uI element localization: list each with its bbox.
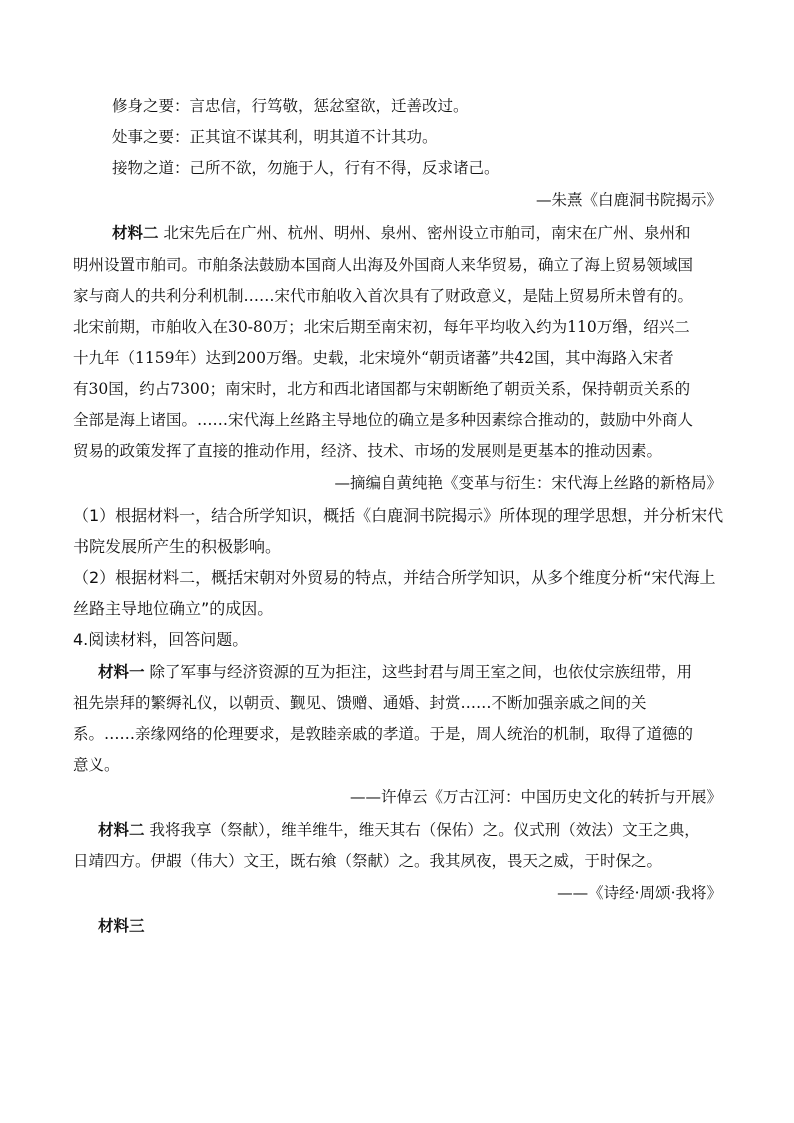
q4-material1-line: 除了军事与经济资源的互为拒注，这些封君与周王室之间，也依仗宗族纽带，用 (149, 663, 692, 681)
principle-self-cultivation: 修身之要：言忠信，行笃敬，惩忿窒欲，迁善改过。 (112, 97, 469, 115)
q4-material1-line: 祖先崇拜的繁缛礼仪，以朝贡、觐见、馈赠、通婚、封赏……不断加强亲戚之间的关 (73, 694, 647, 712)
q4-material2-line: 日靖四方。伊嘏（伟大）文王，既右飨（祭献）之。我其夙夜，畏天之威，于时保之。 (73, 852, 663, 870)
material2-line: 明州设置市舶司。市舶条法鼓励本国商人出海及外国商人来华贸易，确立了海上贸易领域国 (73, 256, 694, 274)
q4-material2-source: ——《诗经·周颂·我将》 (557, 884, 722, 902)
material2-line: 有30国，约占7300；南宋时，北方和西北诸国都与宋朝断绝了朝贡关系，保持朝贡关系的 (73, 380, 691, 398)
material2-line: 北宋先后在广州、杭州、明州、泉州、密州设立市舶司，南宋在广州、泉州和 (163, 224, 691, 242)
material2-line: 贸易的政策发挥了直接的推动作用，经济、技术、市场的发展则是更基本的推动因素。 (73, 442, 663, 460)
q4-material1-label: 材料一 (98, 662, 145, 681)
material2-source: —摘编自黄纯艳《变革与衍生：宋代海上丝路的新格局》 (334, 474, 722, 492)
question-2-line: 丝路主导地位确立”的成因。 (73, 599, 274, 618)
principle-dealing-with-people: 接物之道：己所不欲，勿施于人，行有不得，反求诸己。 (112, 159, 500, 177)
q4-material1-first-line (98, 662, 692, 682)
q4-material1-line: 意义。 (73, 756, 120, 774)
material2-line: 十九年（1159年）达到200万缗。史载，北宋境外“朝贡诸蕃”共42国，其中海路入宋者 (73, 349, 674, 367)
material2-line: 家与商人的共利分利机制……宋代市舶收入首次具有了财政意义，是陆上贸易所未曾有的。 (73, 287, 694, 305)
material2-label: 材料二 (112, 223, 159, 242)
principles-source: —朱熹《白鹿洞书院揭示》 (535, 191, 722, 209)
q4-material3-label: 材料三 (98, 916, 145, 935)
q4-material1-source: ——许倬云《万古江河：中国历史文化的转折与开展》 (349, 788, 722, 806)
question-2-line: （2）根据材料二，概括宋朝对外贸易的特点，并结合所学知识，从多个维度分析“宋代海上 (73, 568, 716, 587)
question-1-line: 书院发展所产生的积极影响。 (73, 537, 282, 556)
q4-material2-label: 材料二 (98, 820, 145, 839)
question-4-heading: 4.阅读材料，回答问题。 (73, 630, 249, 649)
material2-line: 北宋前期，市舶收入在30-80万；北宋后期至南宋初，每年平均收入约为110万缗，绍兴二 (73, 318, 690, 336)
material2-first-line (112, 223, 690, 243)
principle-handling-affairs: 处事之要：正其谊不谋其利，明其道不计其功。 (112, 128, 438, 146)
q4-material2-first-line (98, 820, 700, 840)
material2-line: 全部是海上诸国。……宋代海上丝路主导地位的确立是多种因素综合推动的，鼓励中外商人 (73, 411, 694, 429)
q4-material2-line: 我将我享（祭献），维羊维牛，维天其右（保佑）之。仪式刑（效法）文王之典， (149, 821, 700, 839)
question-1-line: （1）根据材料一，结合所学知识，概括《白鹿洞书院揭示》所体现的理学思想，并分析宋代 (73, 506, 724, 525)
q4-material1-line: 系。……亲缘网络的伦理要求，是敦睦亲戚的孝道。于是，周人统治的机制，取得了道德的 (73, 725, 694, 743)
